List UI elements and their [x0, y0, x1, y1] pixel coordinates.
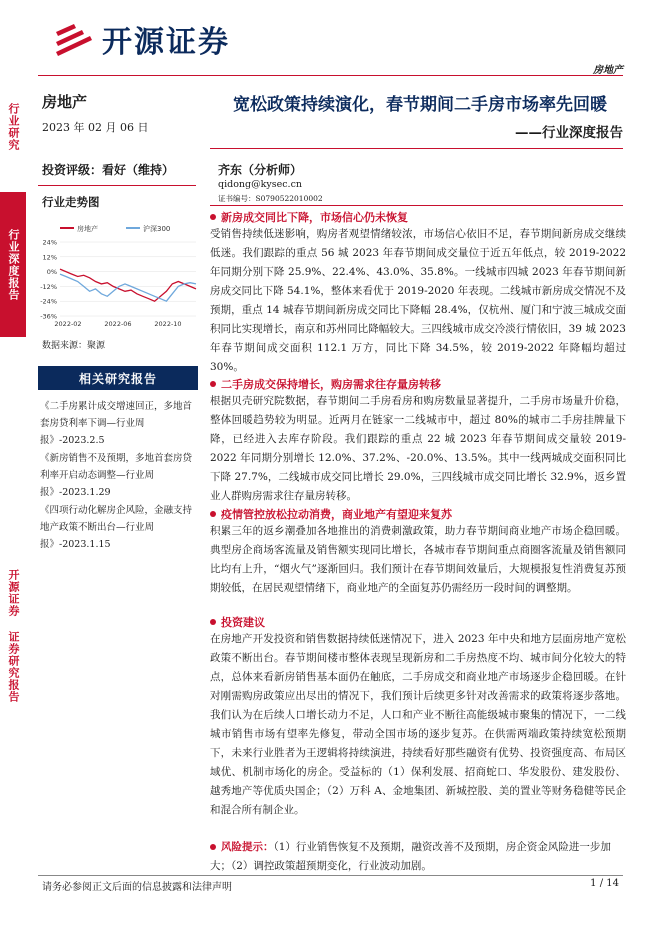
bullet-icon [210, 511, 216, 517]
trend-chart-title: 行业走势图 [42, 195, 100, 209]
header-divider [38, 75, 623, 76]
analyst-cert: 证书编号：S0790522010002 [218, 194, 323, 203]
related-reports-list [40, 398, 200, 554]
y-tick-label: -36% [40, 312, 57, 321]
bullet-icon [210, 619, 216, 625]
bullet-icon [210, 214, 216, 220]
investment-rating: 投资评级：看好（维持） [42, 163, 175, 177]
section-heading: 新房成交同比下降，市场信心仍未恢复 [210, 209, 626, 225]
analyst-name: 齐东（分析师） [218, 163, 303, 177]
trend-chart [36, 220, 202, 332]
y-tick-label: 12% [42, 253, 57, 262]
page-number: 1 / 14 [590, 878, 619, 889]
y-tick-label: 0% [46, 268, 57, 277]
chart-source: 数据来源：聚源 [42, 341, 106, 351]
related-report-item[interactable]: 《二手房累计成交增速回正，多地首套房贷利率下调—行业周报》-2023.2.5 [40, 401, 193, 446]
section-investment [210, 614, 626, 820]
side-band-securities-report: 开源证券 证券研究报告 [0, 337, 26, 935]
section-heading: 投资建议 [210, 614, 626, 630]
report-type: ——行业深度报告 [515, 125, 623, 141]
side-band-industry-research: 行业研究 [0, 62, 26, 192]
section-body: 根据贝壳研究院数据，春节期间二手房看房和购房数量显著提升，二手房市场量升价稳，整体回暖趋势较为明显。近两月在链家一二线城市中，超过 80%的城市二手房挂牌量下降，已经进入去库存阶段。我们跟踪的重点 22 城 2023 年春节期间成交量较 2019-2022 年同期分别增长 12.0%、37.2%、-20.0%、13.5%。其中一线两城成交面积同比下降 27.7%，二线城市成交同比增长 29.0%，三四线城市成交同比增长 32.9%，返乡置业人群购房需求往存量房转移。 [210, 395, 626, 502]
x-tick-label: 2022-02 [54, 320, 82, 328]
series-line [60, 274, 196, 301]
y-tick-label: -24% [40, 297, 57, 306]
logo-mark-icon [52, 18, 96, 60]
report-title: 宽松政策持续演化，春节期间二手房市场率先回暖 [233, 95, 607, 115]
section-body: 积累三年的返乡潮叠加各地推出的消费刺激政策，助力春节期间商业地产市场企稳回暖。典型房企商场客流量及销售额实现同比增长，各城市春节期间重点商圈客流量及销售额同比均有上升，“烟火气”逐渐回归。我们预计在春节期间效量后，大规模报复性消费复苏预期较低，在居民观望情绪下，商业地产的全面复苏仍需经历一段时间的调整期。 [210, 525, 626, 594]
related-report-item[interactable]: 《新房销售不及预期，多地首套房贷利率开启动态调整—行业周报》-2023.1.29 [40, 453, 193, 498]
risk-label: 风险提示： [221, 841, 274, 853]
section-heading: 疫情管控放松拉动消费，商业地产有望迎来复苏 [210, 506, 626, 522]
related-reports-header: 相关研究报告 [38, 366, 198, 390]
bullet-icon [210, 844, 216, 850]
analyst-divider [210, 205, 623, 206]
related-report-item[interactable]: 《四项行动化解房企风险，金融支持地产政策不断出台—行业周报》-2023.1.15 [40, 505, 193, 550]
legend-label: 沪深300 [143, 225, 171, 233]
section-second-hand [210, 376, 626, 506]
footer-disclaimer: 请务必参阅正文后面的信息披露和法律声明 [42, 882, 232, 893]
x-tick-label: 2022-06 [104, 320, 132, 328]
side-band-deep-report: 行业深度报告 [0, 192, 26, 337]
section-heading: 二手房成交保持增长，购房需求往存量房转移 [210, 376, 626, 392]
logo-text: 开源证券 [102, 25, 230, 60]
analyst-email[interactable]: qidong@kysec.cn [218, 179, 303, 190]
title-divider [210, 148, 623, 149]
sector-title: 房地产 [42, 93, 88, 111]
bullet-icon [210, 381, 216, 387]
x-tick-label: 2022-10 [154, 320, 182, 328]
section-body: 在房地产开发投资和销售数据持续低迷情况下，进入 2023 年中央和地方层面房地产宽松政策不断出台。春节期间楼市整体表现呈现新房和二手房热度不均、城市间分化较大的特点，总体来看新房销售基本面仍在触底，二手房成交和商业地产市场逐步企稳回暖。在针对刚需购房政策应出尽出的情况下，我们预计后续更多针对改善需求的政策将逐步落地。我们认为在后续人口增长动力不足，人口和产业不断往高能级城市聚集的情况下，一二线城市销售市场有望率先修复，带动全国市场的逐步复苏。在供需两端政策持续宽松预期下，未来行业胜者为王逻辑将持续演进，持续看好那些融资有优势、投资强度高、布局区域优、机制市场化的房企。受益标的（1）保利发展、招商蛇口、华发股份、建发股份、越秀地产等优质央国企；（2）万科 A、金地集团、新城控股、美的置业等财务稳健等民企和混合所有制企业。 [210, 633, 626, 816]
section-commercial [210, 506, 626, 598]
left-divider [38, 185, 196, 186]
header-sector-label: 房地产 [593, 65, 623, 76]
section-new-home [210, 209, 626, 377]
report-date: 2023 年 02 月 06 日 [42, 121, 149, 134]
section-body: 受销售持续低迷影响，购房者观望情绪较浓，市场信心依旧不足，春节期间新房成交继续低迷。我们跟踪的重点 56 城 2023 年春节期间成交量位于近五年低点，较 2019-2022 年同期分别下降 25.9%、22.4%、43.0%、35.8%。一线城市四城 2023 年春节期间新房成交同比下降 54.1%，整体来看优于 2019-2020 年表现。二线城市新房成交情况不及预期，重点 14 城春节期间新房成交同比下降幅 28.4%，仅杭州、厦门和宁波三城成交面积同比实现增长，南京和苏州同比降幅较大。三四线城市成交冷淡行情依旧，39 城 2023 年春节期间成交面积 112.1 万方，同比下降 34.5%，较 2019-2022 年降幅均超过 30%。 [210, 228, 626, 373]
risk-warning [210, 838, 626, 876]
y-tick-label: -12% [40, 282, 57, 291]
footer-divider [38, 875, 623, 876]
brand-logo [52, 16, 230, 62]
legend-label: 房地产 [77, 225, 98, 233]
risk-text: （1）行业销售恢复不及预期，融资改善不及预期，房企资金风险进一步加大；（2）调控政策超预期变化，行业波动加剧。 [210, 841, 611, 872]
y-tick-label: 24% [42, 238, 57, 247]
